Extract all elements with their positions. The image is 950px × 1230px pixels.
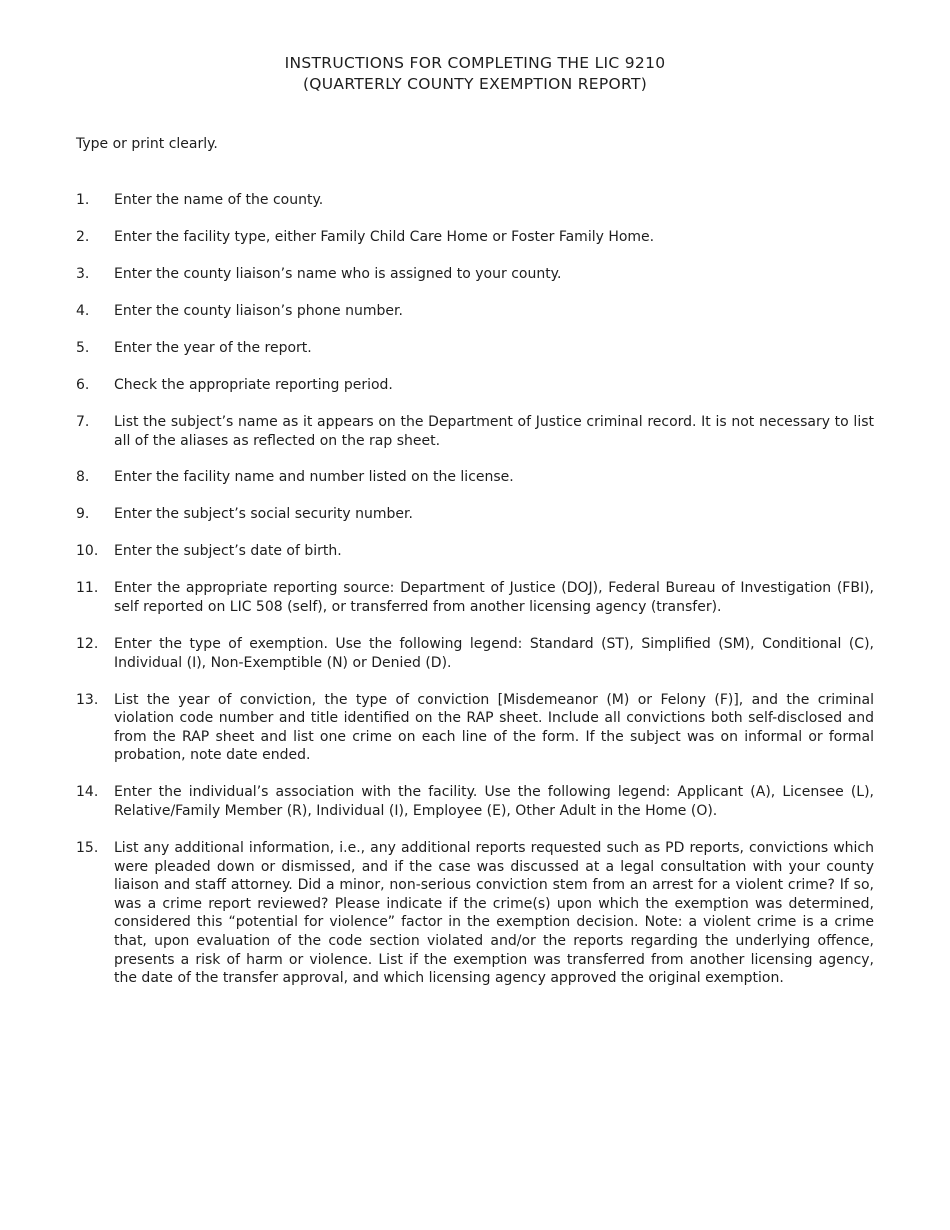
document-title: INSTRUCTIONS FOR COMPLETING THE LIC 9210	[284, 54, 666, 72]
list-item	[76, 265, 874, 284]
item-text: Enter the county liaison’s phone number.	[114, 302, 403, 319]
list-item	[76, 468, 874, 487]
item-text: Enter the type of exemption. Use the following legend: Standard (ST), Simplified (SM), Conditional (C), Individual (I), Non-Exemptible (N) or Denied (D).	[114, 636, 874, 671]
item-text: Enter the subject’s social security number.	[114, 506, 413, 523]
list-item	[76, 376, 874, 395]
intro-text: Type or print clearly.	[76, 136, 218, 152]
item-text: Check the appropriate reporting period.	[114, 376, 393, 393]
list-item	[76, 413, 874, 450]
item-number: 4.	[76, 302, 90, 319]
list-item	[76, 783, 874, 820]
item-number: 15.	[76, 839, 99, 856]
item-number: 2.	[76, 228, 90, 245]
item-text: Enter the facility type, either Family Child Care Home or Foster Family Home.	[114, 228, 655, 245]
item-text: Enter the individual’s association with the facility. Use the following legend: Applicant (A), Licensee (L), Relative/Family Member (R), Individual (I), Employee (E), Other Adult in the Home (O).	[114, 784, 874, 819]
item-number: 6.	[76, 376, 90, 393]
item-number: 13.	[76, 691, 99, 708]
item-number: 1.	[76, 192, 90, 208]
item-text: List the subject’s name as it appears on the Department of Justice criminal record. It is not necessary to list all of the aliases as reflected on the rap sheet.	[114, 413, 874, 449]
list-item	[76, 691, 874, 765]
item-number: 10.	[76, 543, 99, 560]
item-text: Enter the facility name and number listed on the license.	[114, 469, 514, 486]
list-item	[76, 339, 874, 358]
list-item	[76, 579, 874, 616]
item-text: List the year of conviction, the type of conviction [Misdemeanor (M) or Felony (F)], and the criminal violation code number and title identified on the RAP sheet. Include all convictions both self-disclosed and from the RAP sheet and list one crime on each line of the form. If the subject was on informal or formal probation, note date ended.	[114, 691, 874, 764]
item-number: 7.	[76, 413, 90, 430]
item-number: 12.	[76, 636, 99, 653]
item-text: Enter the county liaison’s name who is assigned to your county.	[114, 265, 562, 282]
item-number: 5.	[76, 339, 90, 356]
instruction-list	[76, 191, 874, 1006]
document-subtitle: (QUARTERLY COUNTY EXEMPTION REPORT)	[302, 75, 648, 93]
item-number: 9.	[76, 506, 90, 523]
list-item	[76, 191, 874, 210]
item-text: Enter the name of the county.	[114, 192, 324, 208]
item-number: 11.	[76, 580, 99, 597]
item-number: 14.	[76, 784, 99, 801]
list-item	[76, 839, 874, 988]
item-text: Enter the subject’s date of birth.	[114, 543, 342, 560]
item-text: Enter the year of the report.	[114, 339, 312, 356]
item-number: 3.	[76, 265, 90, 282]
list-item	[76, 635, 874, 672]
item-text: List any additional information, i.e., any additional reports requested such as PD reports, convictions which were pleaded down or dismissed, and if the case was discussed at a legal consultation with your county liaison and staff attorney. Did a minor, non-serious conviction stem from an arrest for a violent crime? If so, was a crime report reviewed? Please indicate if the crime(s) upon which the exemption was determined, considered this “potential for violence” factor in the exemption decision. Note: a violent crime is a crime that, upon evaluation of the code section violated and/or the reports regarding the underlying offence, presents a risk of harm or violence. List if the exemption was transferred from another licensing agency, the date of the transfer approval, and which licensing agency approved the original exemption.	[114, 839, 874, 987]
list-item	[76, 302, 874, 321]
item-number: 8.	[76, 469, 90, 486]
list-item	[76, 228, 874, 247]
list-item	[76, 542, 874, 561]
item-text: Enter the appropriate reporting source: Department of Justice (DOJ), Federal Bureau of Investigation (FBI), self reported on LIC 508 (self), or transferred from another licensing agency (transfer).	[114, 580, 874, 616]
list-item	[76, 505, 874, 524]
